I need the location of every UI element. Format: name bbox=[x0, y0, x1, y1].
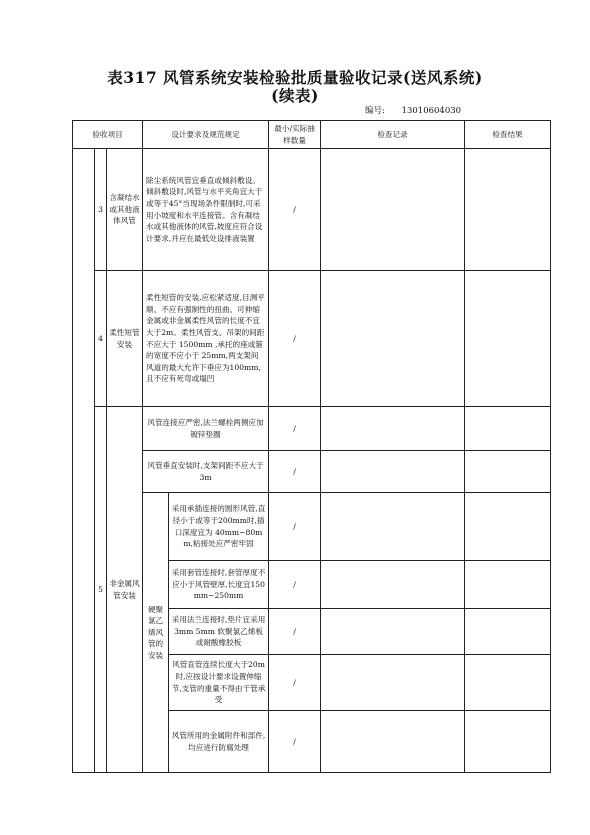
row-sample: / bbox=[269, 149, 321, 271]
doc-number-value: 13010604030 bbox=[401, 106, 462, 116]
row-category: 柔性短管安装 bbox=[107, 271, 143, 407]
row-result[interactable] bbox=[465, 609, 551, 655]
row-record[interactable] bbox=[321, 561, 465, 609]
row-record[interactable] bbox=[321, 655, 465, 711]
row-record[interactable] bbox=[321, 271, 465, 407]
header-item: 验收项目 bbox=[73, 121, 143, 149]
row-sample: / bbox=[269, 451, 321, 493]
row-requirement: 风管直管连续长度大于20m时,应按设计要求设置伸缩节,支管的重量不得由干管承受 bbox=[169, 655, 269, 711]
row-requirement: 除尘系统风管宜垂直或倾斜敷设。倾斜敷设时,风管与水平夹角宜大于或等于45°当现场条件限制时,可采用小坡度和水平连接管。含有凝结水或其他液体的风管,坡度应符合设计要求,并应在最低处设排液装置 bbox=[143, 149, 269, 271]
row-result[interactable] bbox=[465, 451, 551, 493]
doc-number-label: 编号: bbox=[365, 106, 385, 116]
row-number: 3 bbox=[95, 149, 107, 271]
document-title: 表317 风管系统安装检验批质量验收记录(送风系统) bbox=[107, 68, 483, 87]
row-record[interactable] bbox=[321, 609, 465, 655]
row-requirement: 柔性短管的安装,应松紧适度,目测平顺、不应有强制性的扭曲。可伸缩金属或非金属柔性风管的长度不宜大于2m。柔性风管支、吊架的间距不应大于 1500mm ,承托的座或箍的宽度不应小于 25mm,两支架间风道的最大允许下垂应为100mm,且不应有死弯或塌凹 bbox=[143, 271, 269, 407]
row-number: 5 bbox=[95, 407, 107, 773]
document-subtitle: (续表) bbox=[271, 86, 319, 105]
row-sample: / bbox=[269, 493, 321, 561]
row-category: 含凝结水或其他液体风管 bbox=[107, 149, 143, 271]
row-record[interactable] bbox=[321, 451, 465, 493]
row-sample: / bbox=[269, 711, 321, 773]
header-row bbox=[73, 121, 551, 149]
inspection-table bbox=[72, 120, 551, 773]
row-requirement: 风管垂直安装时,支架间距不应大于3m bbox=[143, 451, 269, 493]
row-record[interactable] bbox=[321, 407, 465, 451]
table-row bbox=[73, 451, 551, 493]
row-category: 非金属风管安装 bbox=[107, 407, 143, 773]
row-requirement: 风管连接应严密,法兰螺栓两侧应加镀锌垫圈 bbox=[143, 407, 269, 451]
table-row bbox=[73, 149, 551, 271]
row-result[interactable] bbox=[465, 493, 551, 561]
header-requirement: 设计要求及规范规定 bbox=[143, 121, 269, 149]
header-record: 检查记录 bbox=[321, 121, 465, 149]
table-row bbox=[73, 271, 551, 407]
row-number: 4 bbox=[95, 271, 107, 407]
row-sample: / bbox=[269, 407, 321, 451]
row-result[interactable] bbox=[465, 271, 551, 407]
row-requirement: 采用法兰连接时,垫片宜采用 3mm 5mm 软聚氯乙烯板或耐酸橡胶板 bbox=[169, 609, 269, 655]
row-requirement: 风管所用的金属附件和部件,均应进行防腐处理 bbox=[169, 711, 269, 773]
row-subcategory: 硬聚氯乙烯风管的安装 bbox=[143, 493, 169, 773]
table-row bbox=[73, 493, 551, 561]
row-sample: / bbox=[269, 655, 321, 711]
doc-number bbox=[365, 104, 461, 116]
header-result: 检查结果 bbox=[465, 121, 551, 149]
row-record[interactable] bbox=[321, 711, 465, 773]
table-row bbox=[73, 407, 551, 451]
row-record[interactable] bbox=[321, 149, 465, 271]
row-requirement: 采用承插连接的圆形风管,直径小于或等于200mm时,插口深度宜为 40mm~80mm,粘接处应严密牢固 bbox=[169, 493, 269, 561]
row-result[interactable] bbox=[465, 655, 551, 711]
row-result[interactable] bbox=[465, 561, 551, 609]
group-cell bbox=[73, 149, 95, 773]
row-sample: / bbox=[269, 271, 321, 407]
row-record[interactable] bbox=[321, 493, 465, 561]
row-result[interactable] bbox=[465, 149, 551, 271]
row-result[interactable] bbox=[465, 711, 551, 773]
row-sample: / bbox=[269, 609, 321, 655]
row-requirement: 采用套管连接时,套管厚度不应小于风管壁厚,长度宜150mm~250mm bbox=[169, 561, 269, 609]
row-sample: / bbox=[269, 561, 321, 609]
header-sample: 最小/实际抽样数量 bbox=[269, 121, 321, 149]
row-result[interactable] bbox=[465, 407, 551, 451]
